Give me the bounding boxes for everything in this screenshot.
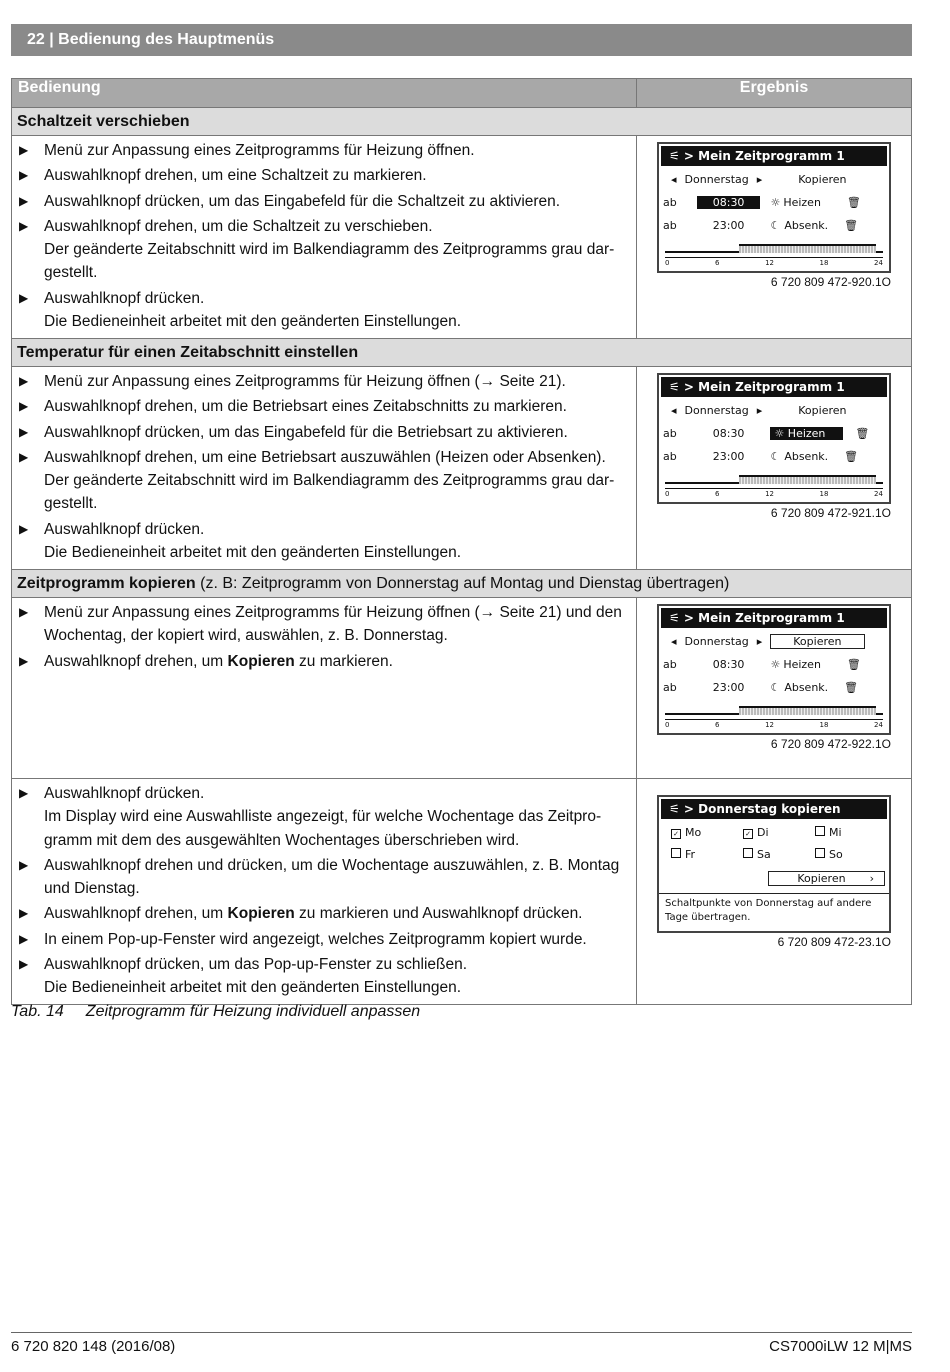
display-screen bbox=[657, 604, 891, 735]
tick-label: 0 bbox=[665, 490, 670, 498]
ab-label: ab bbox=[663, 681, 677, 694]
caption-tab: Tab. 14 bbox=[11, 1003, 64, 1020]
time-field: 23:00 bbox=[712, 681, 745, 694]
step-list bbox=[18, 370, 630, 564]
tick-label: 24 bbox=[874, 490, 883, 498]
arrow-right-icon: ▸ bbox=[756, 404, 763, 417]
day-label: Donnerstag bbox=[684, 404, 749, 417]
section-title: Temperatur für einen Zeitabschnitt einstellen bbox=[12, 339, 912, 367]
tick-label: 12 bbox=[765, 490, 774, 498]
col-header-bedienung: Bedienung bbox=[12, 79, 637, 108]
ab-label: ab bbox=[663, 450, 677, 463]
step: ▶ Menü zur Anpassung eines Zeitprogramms für Heizung öffnen (→ Seite 21). bbox=[18, 370, 630, 393]
step: ▶ Auswahlknopf drücken, um das Eingabefeld für die Betriebsart zu aktivieren. bbox=[18, 421, 630, 444]
step: ▶ Auswahlknopf drücken, um das Pop-up-Fenster zu schließen. Die Bedieneinheit arbeitet mit den geänderten Einstellungen. bbox=[18, 953, 630, 1000]
mode-field-selected bbox=[770, 427, 843, 440]
trash-icon: 🗑 bbox=[844, 450, 859, 463]
ab-label: ab bbox=[663, 427, 677, 440]
step: ▶ Auswahlknopf drehen, um Kopieren zu markieren und Auswahlknopf drücken. bbox=[18, 902, 630, 925]
time-field: 08:30 bbox=[712, 658, 745, 671]
instruction-table bbox=[11, 78, 912, 1005]
display-screen bbox=[657, 142, 891, 273]
step: ▶ Auswahlknopf drücken, um das Eingabefeld für die Schaltzeit zu aktivieren. bbox=[18, 190, 630, 213]
sun-icon: ☼ bbox=[774, 427, 788, 440]
time-field-selected: 08:30 bbox=[697, 196, 761, 209]
tick-label: 6 bbox=[715, 259, 720, 267]
popup-note: Schaltpunkte von Donnerstag auf andere Tage übertragen. bbox=[659, 893, 889, 931]
day-checkbox-mi: Mi bbox=[815, 826, 842, 839]
tick-label: 18 bbox=[819, 721, 829, 729]
trash-icon: 🗑 bbox=[844, 219, 859, 232]
section-title-bold: Zeitprogramm kopieren bbox=[17, 575, 196, 592]
day-checkbox-di: ✓ Di bbox=[743, 826, 815, 839]
col-header-ergebnis: Ergebnis bbox=[637, 79, 912, 108]
step-list bbox=[18, 139, 630, 333]
day-checkbox-sa: Sa bbox=[743, 848, 815, 861]
day-label: Donnerstag bbox=[684, 173, 749, 186]
step: ▶ Menü zur Anpassung eines Zeitprogramms für Heizung öffnen (→ Seite 21) und den Wochentag, der kopiert wird, auswählen, z. B. Donnerstag. bbox=[18, 601, 630, 648]
footer-product: CS7000iLW 12 M|MS bbox=[769, 1338, 912, 1355]
mode-label: Absenk. bbox=[784, 450, 829, 463]
time-field: 08:30 bbox=[712, 427, 745, 440]
step: ▶ Auswahlknopf drehen, um eine Schaltzeit zu markieren. bbox=[18, 164, 630, 187]
mode-label: Heizen bbox=[783, 196, 821, 209]
display-screen bbox=[657, 795, 891, 933]
arrow-left-icon: ◂ bbox=[671, 635, 677, 648]
ab-label: ab bbox=[663, 658, 677, 671]
sun-icon: ☼ bbox=[770, 658, 781, 671]
page-header-title: 22 | Bedienung des Hauptmenüs bbox=[27, 31, 275, 48]
screen-title: ⚟ > Mein Zeitprogramm 1 bbox=[661, 377, 887, 397]
ab-label: ab bbox=[663, 196, 677, 209]
trash-icon: 🗑 bbox=[846, 658, 861, 671]
time-bar-chart bbox=[665, 241, 883, 271]
display-screen bbox=[657, 373, 891, 504]
time-bar-chart bbox=[665, 472, 883, 502]
time-field: 23:00 bbox=[712, 450, 745, 463]
tick-label: 18 bbox=[819, 490, 829, 498]
moon-icon: ☾ bbox=[770, 681, 781, 694]
figure-code: 6 720 809 472-23.1O bbox=[777, 935, 891, 949]
mode-label: Absenk. bbox=[784, 219, 829, 232]
arrow-right-icon: ▸ bbox=[756, 635, 763, 648]
time-field: 23:00 bbox=[712, 219, 745, 232]
tick-label: 6 bbox=[715, 721, 720, 729]
copy-button-selected: Kopieren bbox=[770, 634, 864, 649]
table-caption bbox=[11, 1003, 420, 1021]
step: ▶ Menü zur Anpassung eines Zeitprogramms für Heizung öffnen. bbox=[18, 139, 630, 162]
footer-doc-number: 6 720 820 148 (2016/08) bbox=[11, 1338, 176, 1355]
copy-label: Kopieren bbox=[798, 404, 847, 417]
section-title: Schaltzeit verschieben bbox=[12, 108, 912, 136]
step: ▶ Auswahlknopf drehen und drücken, um die Wochentage auszuwählen, z. B. Montag und Dienstag. bbox=[18, 854, 630, 901]
page-header bbox=[11, 24, 912, 56]
moon-icon: ☾ bbox=[770, 450, 781, 463]
tick-label: 24 bbox=[874, 259, 883, 267]
step: ▶ Auswahlknopf drücken. Die Bedieneinheit arbeitet mit den geänderten Einstellungen. bbox=[18, 518, 630, 565]
tick-label: 0 bbox=[665, 721, 670, 729]
section-title bbox=[12, 570, 912, 598]
tick-label: 12 bbox=[765, 721, 774, 729]
trash-icon: 🗑 bbox=[855, 427, 870, 440]
tick-label: 24 bbox=[874, 721, 883, 729]
step-list bbox=[18, 601, 630, 673]
mode-label: Heizen bbox=[783, 658, 821, 671]
copy-label: Kopieren bbox=[798, 173, 847, 186]
step: ▶ Auswahlknopf drücken. Im Display wird eine Auswahlliste angezeigt, für welche Wochentage das Zeitpro- gramm mit dem des ausgewählten Wochentages überschrieben wird. bbox=[18, 782, 630, 852]
tick-label: 6 bbox=[715, 490, 720, 498]
day-label: Donnerstag bbox=[684, 635, 749, 648]
chevron-right-icon: › bbox=[869, 871, 874, 885]
day-checkbox-mo: ✓ Mo bbox=[671, 826, 743, 839]
trash-icon: 🗑 bbox=[844, 681, 859, 694]
step: ▶ Auswahlknopf drehen, um Kopieren zu markieren. bbox=[18, 650, 630, 673]
arrow-left-icon: ◂ bbox=[671, 404, 677, 417]
step: ▶ Auswahlknopf drücken. Die Bedieneinheit arbeitet mit den geänderten Einstellungen. bbox=[18, 287, 630, 334]
mode-label: Heizen bbox=[787, 427, 826, 440]
footer-rule bbox=[11, 1332, 912, 1333]
screen-title: ⚟ > Mein Zeitprogramm 1 bbox=[661, 146, 887, 166]
sun-icon: ☼ bbox=[770, 196, 781, 209]
figure-code: 6 720 809 472-921.1O bbox=[770, 506, 891, 520]
ab-label: ab bbox=[663, 219, 677, 232]
tick-label: 12 bbox=[765, 259, 774, 267]
tick-label: 18 bbox=[819, 259, 829, 267]
mode-label: Absenk. bbox=[784, 681, 829, 694]
caption-text: Zeitprogramm für Heizung individuell anpassen bbox=[85, 1003, 421, 1020]
screen-title: ⚟ > Mein Zeitprogramm 1 bbox=[661, 608, 887, 628]
figure-code: 6 720 809 472-920.1O bbox=[770, 275, 891, 289]
step: ▶ Auswahlknopf drehen, um die Betriebsart eines Zeitabschnitts zu markieren. bbox=[18, 395, 630, 418]
arrow-left-icon: ◂ bbox=[671, 173, 677, 186]
tick-label: 0 bbox=[665, 259, 670, 267]
screen-title: ⚟ > Donnerstag kopieren bbox=[661, 799, 887, 819]
copy-button: Kopieren › bbox=[768, 871, 885, 886]
step-list bbox=[18, 782, 630, 1000]
arrow-right-icon: ▸ bbox=[756, 173, 763, 186]
trash-icon: 🗑 bbox=[846, 196, 861, 209]
moon-icon: ☾ bbox=[770, 219, 781, 232]
step: ▶ Auswahlknopf drehen, um die Schaltzeit zu verschieben. Der geänderte Zeitabschnitt wird im Balkendiagramm des Zeitprogramms grau dar- gestellt. bbox=[18, 215, 630, 285]
day-checkbox-so: So bbox=[815, 848, 843, 861]
step: ▶ Auswahlknopf drehen, um eine Betriebsart auszuwählen (Heizen oder Absenken). Der geänderte Zeitabschnitt wird im Balkendiagramm des Zeitprogramms grau dar- gestellt. bbox=[18, 446, 630, 516]
step: ▶ In einem Pop-up-Fenster wird angezeigt, welches Zeitprogramm kopiert wurde. bbox=[18, 928, 630, 951]
section-title-rest: (z. B: Zeitprogramm von Donnerstag auf Montag und Dienstag übertragen) bbox=[195, 575, 730, 592]
figure-code: 6 720 809 472-922.1O bbox=[770, 737, 891, 751]
day-checkbox-fr: Fr bbox=[671, 848, 743, 861]
time-bar-chart bbox=[665, 703, 883, 733]
